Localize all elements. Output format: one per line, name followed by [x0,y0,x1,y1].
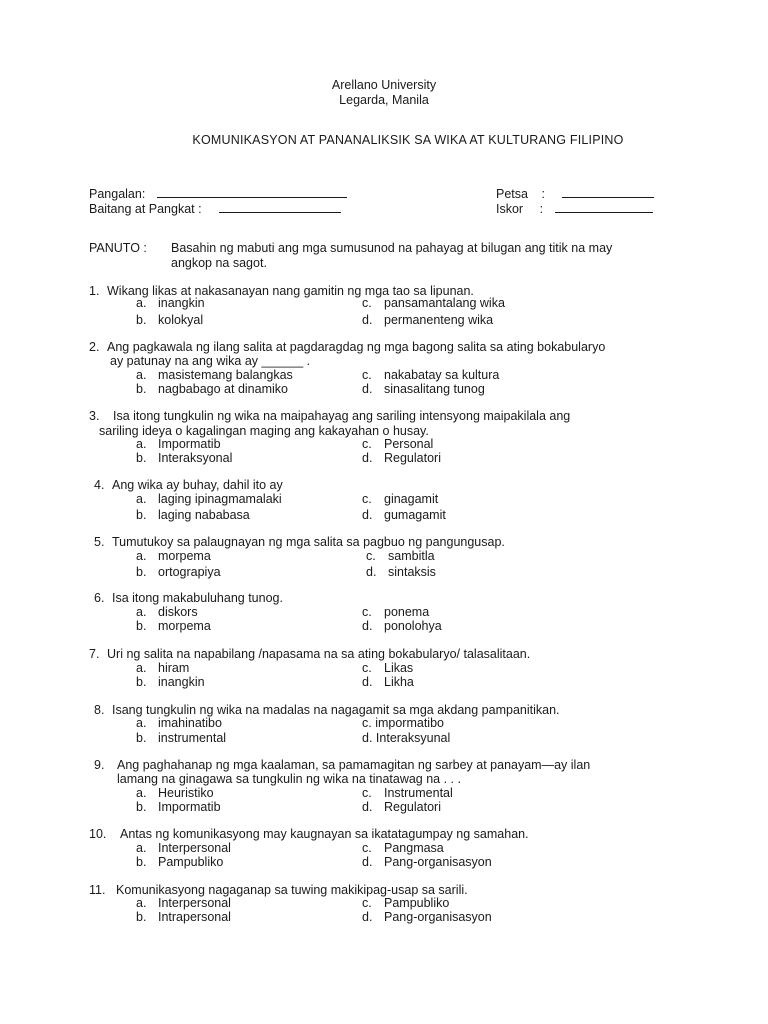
score-label: Iskor [496,202,524,216]
choice-a[interactable]: a. Impormatib [136,437,221,451]
question-number: 6. [94,591,105,605]
choice-c[interactable]: c. Pampubliko [362,896,450,910]
directions-line-1: Basahin ng mabuti ang mga sumusunod na pahayag at bilugan ang titik na may [171,241,613,255]
question-number: 7. [89,647,100,661]
grade-label: Baitang at Pangkat : [89,202,202,216]
choice-d[interactable]: d. Regulatori [362,800,441,814]
question-text: Tumutukoy sa palaugnayan ng mga salita sa pagbuo ng pangungusap. [112,535,505,549]
choice-b[interactable]: b. laging nababasa [136,508,250,522]
choice-a[interactable]: a. masistemang balangkas [136,368,293,382]
question-number: 10. [89,827,107,841]
choice-d[interactable]: d. Likha [362,675,414,689]
question-number: 9. [94,758,105,772]
question-text-line-2: lamang na ginagawa sa tungkulin ng wika na tinatawag na . . . [117,772,461,786]
choice-c[interactable]: c. pansamantalang wika [362,296,505,310]
question-number: 1. [89,284,100,298]
question-text: Ang paghahanap ng mga kaalaman, sa pamamagitan ng sarbey at panayam—ay ilan [117,758,591,772]
question-number: 11. [89,883,106,897]
choice-a[interactable]: a. Interpersonal [136,841,231,855]
grade-blank[interactable] [219,201,341,213]
question-text: Ang pagkawala ng ilang salita at pagdaragdag ng mga bagong salita sa ating bokabularyo [107,340,606,354]
choice-c[interactable]: c. Likas [362,661,414,675]
date-field [496,186,654,202]
choice-d[interactable]: d. Interaksyunal [362,731,451,745]
question-number: 5. [94,535,105,549]
choice-c[interactable]: c. sambitla [366,549,435,563]
choice-d[interactable]: d. Pang-organisasyon [362,910,492,924]
question-text-line-2: sariling ideya o kagalingan maging ang kakayahan o husay. [99,424,429,438]
choice-b[interactable]: b. ortograpiya [136,565,221,579]
school-name: Arellano University [331,78,437,92]
choice-a[interactable]: a. imahinatibo [136,716,222,730]
directions-label: PANUTO : [89,241,147,255]
question-number: 3. [89,409,100,423]
choice-d[interactable]: d. ponolohya [362,619,442,633]
choice-c[interactable]: c. Instrumental [362,786,453,800]
date-label: Petsa [496,187,528,201]
directions-line-2: angkop na sagot. [171,256,267,270]
question-text: Wikang likas at nakasanayan nang gamitin ng mga tao sa lipunan. [107,284,474,298]
choice-b[interactable]: b. Impormatib [136,800,221,814]
choice-c[interactable]: c. ponema [362,605,430,619]
choice-a[interactable]: a. laging ipinagmamalaki [136,492,282,506]
choice-d[interactable]: d. Regulatori [362,451,441,465]
name-label: Pangalan: [89,187,146,201]
choice-a[interactable]: a. hiram [136,661,190,675]
question-text: Ang wika ay buhay, dahil ito ay [112,478,283,492]
question-number: 2. [89,340,100,354]
name-field [89,186,347,202]
choice-d[interactable]: d. sintaksis [366,565,436,579]
choice-c[interactable]: c. impormatibo [362,716,444,730]
choice-a[interactable]: a. inangkin [136,296,205,310]
choice-a[interactable]: a. morpema [136,549,211,563]
choice-a[interactable]: a. diskors [136,605,198,619]
choice-c[interactable]: c. ginagamit [362,492,439,506]
grade-field [89,201,341,217]
choice-b[interactable]: b. inangkin [136,675,205,689]
choice-b[interactable]: b. Interaksyonal [136,451,233,465]
choice-d[interactable]: d. permanenteng wika [362,313,494,327]
question-text: Komunikasyong nagaganap sa tuwing makikipag-usap sa sarili. [116,883,468,897]
choice-c[interactable]: c. Pangmasa [362,841,444,855]
choice-b[interactable]: b. instrumental [136,731,227,745]
score-blank[interactable] [555,201,653,213]
choice-c[interactable]: c. Personal [362,437,434,451]
choice-c[interactable]: c. nakabatay sa kultura [362,368,500,382]
choice-b[interactable]: b. kolokyal [136,313,204,327]
score-colon: : [539,202,544,216]
choice-d[interactable]: d. gumagamit [362,508,446,522]
score-field [496,201,653,217]
choice-b[interactable]: b. Intrapersonal [136,910,231,924]
question-number: 4. [94,478,105,492]
choice-a[interactable]: a. Interpersonal [136,896,231,910]
question-text: Isang tungkulin ng wika na madalas na nagagamit sa mga akdang pampanitikan. [112,703,560,717]
question-number: 8. [94,703,105,717]
choice-b[interactable]: b. morpema [136,619,211,633]
question-text: Uri ng salita na napabilang /napasama na sa ating bokabularyo/ talasalitaan. [107,647,531,661]
choice-d[interactable]: d. Pang-organisasyon [362,855,492,869]
choice-b[interactable]: b. Pampubliko [136,855,224,869]
choice-a[interactable]: a. Heuristiko [136,786,214,800]
school-location: Legarda, Manila [339,93,429,107]
date-colon: : [541,187,545,201]
name-blank[interactable] [157,186,347,198]
date-blank[interactable] [562,186,654,198]
choice-b[interactable]: b. nagbabago at dinamiko [136,382,288,396]
choice-d[interactable]: d. sinasalitang tunog [362,382,485,396]
question-text-line-2: ay patunay na ang wika ay ______ . [110,354,311,368]
question-text: Antas ng komunikasyong may kaugnayan sa ikatatagumpay ng samahan. [120,827,529,841]
subject-title: KOMUNIKASYON AT PANANALIKSIK SA WIKA AT KULTURANG FILIPINO [192,133,624,147]
question-text: Isa itong makabuluhang tunog. [112,591,283,605]
question-text: Isa itong tungkulin ng wika na maipahayag ang sariling intensyong maipakilala ang [113,409,571,423]
